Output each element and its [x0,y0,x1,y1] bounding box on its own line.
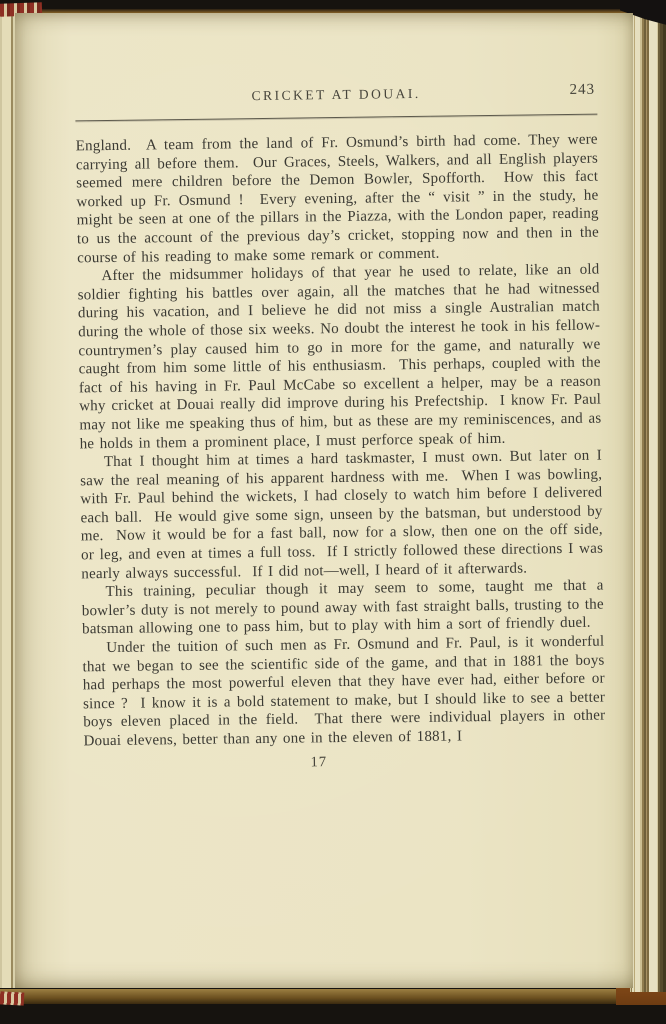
body-text [75,131,611,751]
running-title: CRICKET AT DOUAI. [251,85,421,104]
page-stack-fore-edge [630,10,666,992]
paragraph: That I thought him at times a hard taskmaster, I must own. But later on I saw the real meaning of his apparent hardness with me. When I was bowling, with Fr. Paul behind the wickets, I had closely to watch him before I delivered each ball. He would give some sign, unseen by the batsman, but understood by me. Now it would be for a fast ball, now for a slow, then one on the off side, or leg, and even at times a full toss. If I strictly followed these directions I was nearly always successful. If I did not—well, I heard of it afterwards. [80,447,609,583]
page-header [75,81,597,115]
header-rule [75,114,597,122]
paragraph: Under the tuition of such men as Fr. Osmund and Fr. Paul, is it wonderful that we began to see the scientific side of the game, and that in 1881 the boys had perhaps the most powerful eleven that they have ever had, either before or since ? I know it is a bold statement to make, but I should like to see a better boys eleven placed in the field. That there were individual players in other Douai elevens, better than any one in the eleven of 1881, I [82,633,611,750]
book-cover-bottom-edge [0,989,666,1004]
page-number: 243 [569,81,596,98]
page-content [75,81,611,774]
paragraph: England. A team from the land of Fr. Osmund’s birth had come. They were carrying all before them. Our Graces, Steels, Walkers, and all English players seemed mere children before the Demon Bowler, Spofforth. How this fact worked up Fr. Osmund ! Every evening, after the “ visit ” in the study, he might be seen at one of the pillars in the Piazza, with the London paper, reading to us the account of the previous day’s cricket, stopping now and then in the course of his reading to make some remark or comment. [75,131,605,266]
paragraph: This training, peculiar though it may seem to some, taught me that a bowler’s duty is not merely to pound away with fast straight balls, trusting to the batsman allowing one to pass him, but to play with him a sort of friendly duel. [81,577,610,638]
paragraph: After the midsummer holidays of that year he used to relate, like an old soldier fighting his battles over again, all the matches that he had witnessed during his vacation, and I believe he did not miss a single Australian match during the whole of those six weeks. No doubt the interest he took in his fellow-countrymen’s play caused him to go in more for the game, and naturally we caught from him some little of his enthusiasm. This perhaps, coupled with the fact of his having in Fr. Paul McCabe so excellent a helper, may be a reason why cricket at Douai really did improve during his Prefectship. I know Fr. Paul may not like me speaking thus of him, but as these are my reminiscences, and as he holds in them a prominent place, I must perforce speak of him. [77,261,607,452]
signature-mark: 17 [310,753,328,770]
book-page [15,13,633,988]
headband-bottom [0,991,24,1005]
